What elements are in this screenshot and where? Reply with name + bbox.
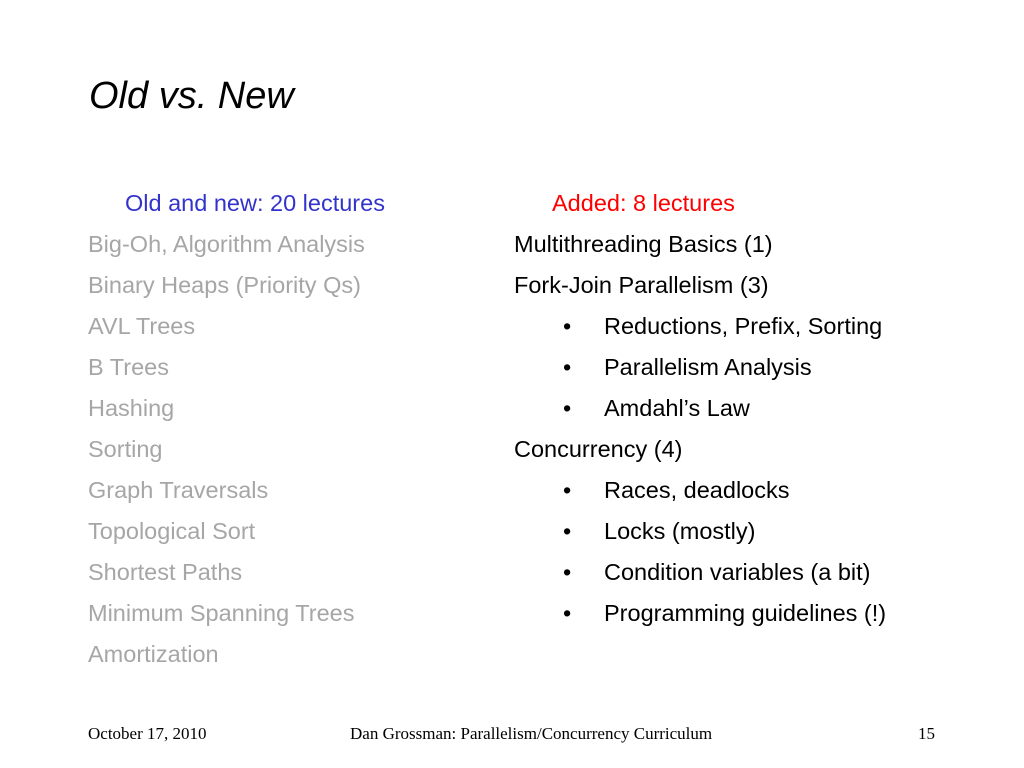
subtopic-label: Amdahl’s Law xyxy=(604,395,750,421)
new-lecture-subtopic xyxy=(514,347,1014,388)
bullet-icon: • xyxy=(563,559,572,585)
footer-date: October 17, 2010 xyxy=(88,724,207,743)
subtopic-label: Programming guidelines (!) xyxy=(604,600,887,626)
subtopic-label: Reductions, Prefix, Sorting xyxy=(604,313,883,339)
slide-title: Old vs. New xyxy=(89,75,294,117)
bullet-icon: • xyxy=(563,518,572,544)
old-lectures-heading: Old and new: 20 lectures xyxy=(125,190,385,216)
new-lecture-topic: Multithreading Basics (1) xyxy=(514,231,773,257)
old-lecture-item: Sorting xyxy=(88,436,163,462)
old-lectures-column xyxy=(88,183,488,675)
old-lecture-item: Hashing xyxy=(88,395,175,421)
old-lecture-item: Big-Oh, Algorithm Analysis xyxy=(88,231,365,257)
subtopic-label: Parallelism Analysis xyxy=(604,354,812,380)
old-lecture-item: Amortization xyxy=(88,641,219,667)
new-lecture-subtopic xyxy=(514,388,1014,429)
new-lecture-subtopic xyxy=(514,593,1014,634)
page-number: 15 xyxy=(918,724,935,743)
new-lecture-topic: Fork-Join Parallelism (3) xyxy=(514,272,769,298)
bullet-icon: • xyxy=(563,395,572,421)
old-lecture-item: AVL Trees xyxy=(88,313,196,339)
new-lecture-subtopic xyxy=(514,470,1014,511)
new-lectures-column xyxy=(514,183,1014,634)
new-lecture-subtopic xyxy=(514,552,1014,593)
subtopic-label: Locks (mostly) xyxy=(604,518,756,544)
subtopic-label: Races, deadlocks xyxy=(604,477,790,503)
old-lecture-item: Binary Heaps (Priority Qs) xyxy=(88,272,361,298)
bullet-icon: • xyxy=(563,477,572,503)
new-lecture-topic: Concurrency (4) xyxy=(514,436,683,462)
old-lecture-item: B Trees xyxy=(88,354,169,380)
new-lecture-subtopic xyxy=(514,511,1014,552)
bullet-icon: • xyxy=(563,354,572,380)
old-lecture-item: Topological Sort xyxy=(88,518,256,544)
old-lecture-item: Graph Traversals xyxy=(88,477,269,503)
bullet-icon: • xyxy=(563,600,572,626)
old-lecture-item: Minimum Spanning Trees xyxy=(88,600,355,626)
bullet-icon: • xyxy=(563,313,572,339)
old-lecture-item: Shortest Paths xyxy=(88,559,243,585)
subtopic-label: Condition variables (a bit) xyxy=(604,559,871,585)
new-lecture-subtopic xyxy=(514,306,1014,347)
new-lectures-heading: Added: 8 lectures xyxy=(552,190,735,216)
footer-presentation-title: Dan Grossman: Parallelism/Concurrency Curriculum xyxy=(350,724,713,743)
